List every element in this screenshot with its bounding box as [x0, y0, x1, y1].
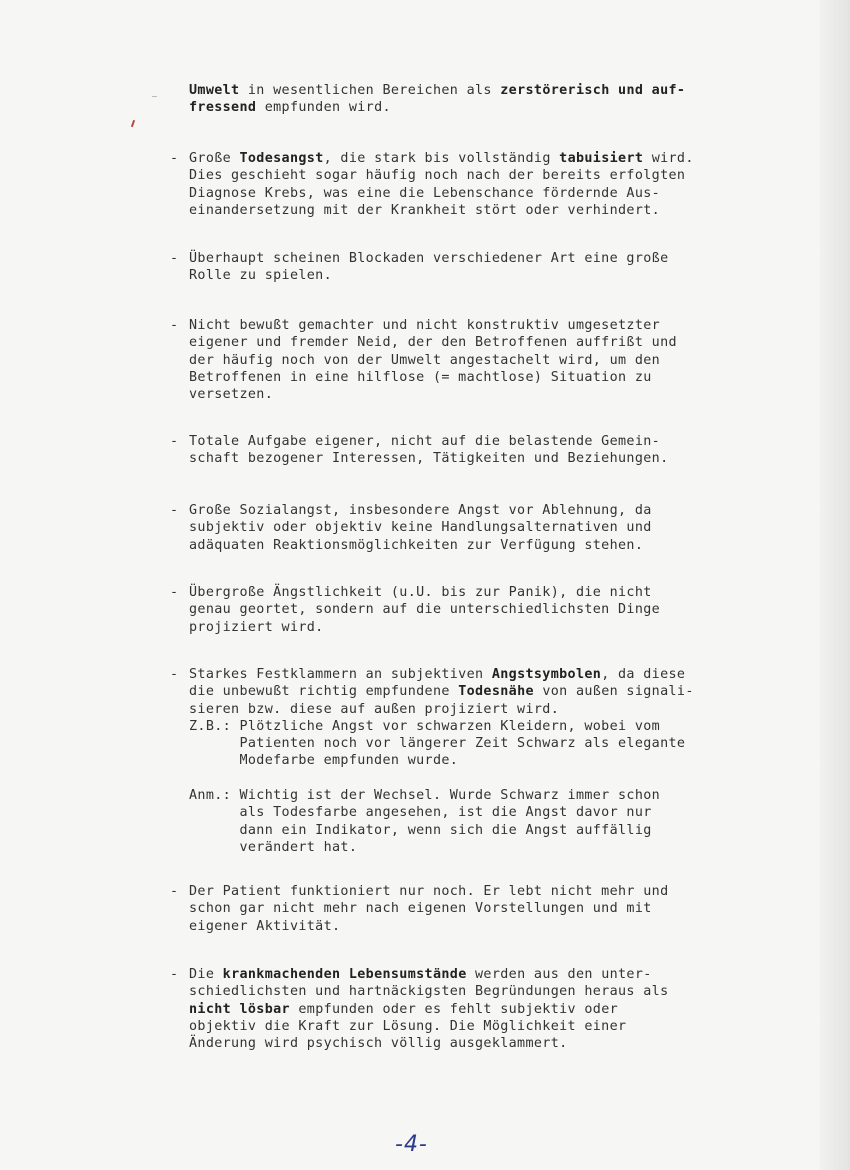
paragraph-7	[189, 584, 819, 636]
text-run: eigener und fremder Neid, der den Betroffenen auffrißt und	[189, 335, 677, 351]
text-line	[189, 701, 819, 718]
text-line	[189, 352, 819, 369]
text-line	[189, 601, 819, 618]
bullet-dash: -	[170, 503, 179, 518]
text-line	[189, 82, 819, 99]
text-line	[189, 787, 819, 804]
text-run: einandersetzung mit der Krankheit stört oder verhindert.	[189, 202, 661, 218]
text-line	[189, 752, 819, 769]
text-run: Dies geschieht sogar häufig noch nach der bereits erfolgten	[189, 168, 686, 184]
text-line	[189, 839, 819, 856]
paragraph-10	[189, 966, 819, 1052]
bullet-dash: -	[170, 967, 179, 982]
text-run: Rolle zu spielen.	[189, 268, 333, 284]
text-run: Starkes Festklammern an subjektiven	[189, 667, 492, 682]
bold-text: Umwelt	[189, 83, 240, 98]
text-run: Nicht bewußt gemachter und nicht konstruktiv umgesetzter	[189, 318, 661, 333]
text-line	[189, 369, 819, 386]
text-run: eigener Aktivität.	[189, 918, 341, 934]
text-line	[189, 502, 819, 519]
bold-text: Todesangst	[239, 151, 324, 166]
text-line	[189, 983, 819, 1000]
text-run: Z.B.: Plötzliche Angst vor schwarzen Kleidern, wobei vom	[189, 718, 661, 734]
text-line	[189, 519, 819, 536]
text-run: die unbewußt richtig empfundene	[189, 684, 459, 700]
text-line	[189, 202, 819, 219]
text-run: Totale Aufgabe eigener, nicht auf die belastende Gemein-	[189, 434, 661, 449]
bold-text: krankmachenden Lebensumstände	[222, 967, 467, 982]
text-run: als Todesfarbe angesehen, ist die Angst davor nur	[189, 805, 652, 821]
bold-text: Angstsymbolen	[491, 667, 602, 682]
text-run: Große	[189, 151, 240, 166]
bullet-dash: -	[170, 151, 179, 166]
bold-text: zerstörerisch und auf-	[500, 83, 686, 98]
text-run: objektiv die Kraft zur Lösung. Die Möglichkeit einer	[189, 1018, 627, 1034]
text-line	[189, 666, 819, 683]
text-run: empfunden wird.	[256, 100, 391, 116]
bullet-dash: -	[170, 667, 179, 682]
text-line	[189, 386, 819, 403]
text-line	[189, 683, 819, 700]
text-line	[189, 334, 819, 351]
bold-text: fressend	[189, 100, 257, 116]
text-run: , die stark bis vollständig	[323, 151, 560, 166]
bold-text: Todesnähe	[458, 684, 534, 700]
paragraph-2	[189, 150, 819, 219]
red-pen-mark	[131, 120, 135, 127]
page-number: -4-	[395, 1132, 428, 1157]
paper-speck	[152, 96, 157, 97]
bullet-dash: -	[170, 251, 179, 266]
text-run: adäquaten Reaktionsmöglichkeiten zur Verfügung stehen.	[189, 537, 644, 553]
bullet-dash: -	[170, 884, 179, 899]
text-run: Anm.: Wichtig ist der Wechsel. Wurde Schwarz immer schon	[189, 788, 661, 804]
text-run: werden aus den unter-	[466, 967, 652, 982]
text-run: genau geortet, sondern auf die unterschiedlichsten Dinge	[189, 602, 661, 618]
text-line	[189, 317, 819, 334]
paragraph-1	[189, 82, 819, 117]
text-line	[189, 619, 819, 636]
text-run: dann ein Indikator, wenn sich die Angst auffällig	[189, 822, 652, 838]
text-line	[189, 735, 819, 752]
text-line	[189, 966, 819, 983]
paragraph-6	[189, 502, 819, 554]
text-run: , da diese	[601, 667, 686, 682]
text-line	[189, 433, 819, 450]
text-line	[189, 918, 819, 935]
text-line	[189, 900, 819, 917]
text-run: Übergroße Ängstlichkeit (u.U. bis zur Panik), die nicht	[189, 585, 652, 600]
text-run: Diagnose Krebs, was eine die Lebenschance fördernde Aus-	[189, 185, 661, 201]
text-run: Überhaupt scheinen Blockaden verschiedener Art eine große	[189, 251, 669, 266]
text-line	[189, 584, 819, 601]
text-run: wird.	[643, 151, 694, 166]
bold-text: tabuisiert	[559, 151, 644, 166]
text-line	[189, 1001, 819, 1018]
text-run: Modefarbe empfunden wurde.	[189, 753, 459, 769]
text-run: von außen signali-	[533, 684, 694, 700]
text-line	[189, 537, 819, 554]
text-run: Große Sozialangst, insbesondere Angst vor Ablehnung, da	[189, 503, 652, 518]
text-line	[189, 770, 819, 787]
text-line	[189, 1035, 819, 1052]
text-line	[189, 99, 819, 116]
text-run: subjektiv oder objektiv keine Handlungsalternativen und	[189, 520, 652, 536]
paragraph-9	[189, 883, 819, 935]
text-run: Patienten noch vor längerer Zeit Schwarz als elegante	[189, 736, 686, 752]
text-line	[189, 804, 819, 821]
text-run: der häufig noch von der Umwelt angestachelt wird, um den	[189, 352, 661, 368]
text-run: projiziert wird.	[189, 619, 324, 635]
paragraph-8	[189, 666, 819, 856]
text-line	[189, 822, 819, 839]
text-run: Die	[189, 967, 223, 982]
paragraph-5	[189, 433, 819, 468]
text-run: Änderung wird psychisch völlig ausgeklammert.	[189, 1036, 568, 1052]
text-line	[189, 267, 819, 284]
text-run: verändert hat.	[189, 839, 358, 855]
paragraph-4	[189, 317, 819, 403]
bullet-dash: -	[170, 434, 179, 449]
bold-text: nicht lösbar	[189, 1001, 290, 1017]
text-line	[189, 185, 819, 202]
bullet-dash: -	[170, 318, 179, 333]
text-run: schaft bezogener Interessen, Tätigkeiten und Beziehungen.	[189, 451, 669, 467]
text-run: sieren bzw. diese auf außen projiziert wird.	[189, 701, 560, 717]
bullet-dash: -	[170, 585, 179, 600]
text-line	[189, 883, 819, 900]
text-run: schon gar nicht mehr nach eigenen Vorstellungen und mit	[189, 901, 652, 917]
text-run: Der Patient funktioniert nur noch. Er lebt nicht mehr und	[189, 884, 669, 899]
text-line	[189, 150, 819, 167]
text-line	[189, 167, 819, 184]
text-run: in wesentlichen Bereichen als	[239, 83, 501, 98]
text-line	[189, 1018, 819, 1035]
text-line	[189, 450, 819, 467]
text-run: empfunden oder es fehlt subjektiv oder	[289, 1001, 619, 1017]
text-run: Betroffenen in eine hilflose (= machtlose) Situation zu	[189, 369, 652, 385]
text-run: versetzen.	[189, 387, 274, 403]
text-line	[189, 718, 819, 735]
text-run: schiedlichsten und hartnäckigsten Begründungen heraus als	[189, 984, 669, 1000]
text-line	[189, 250, 819, 267]
paragraph-3	[189, 250, 819, 285]
